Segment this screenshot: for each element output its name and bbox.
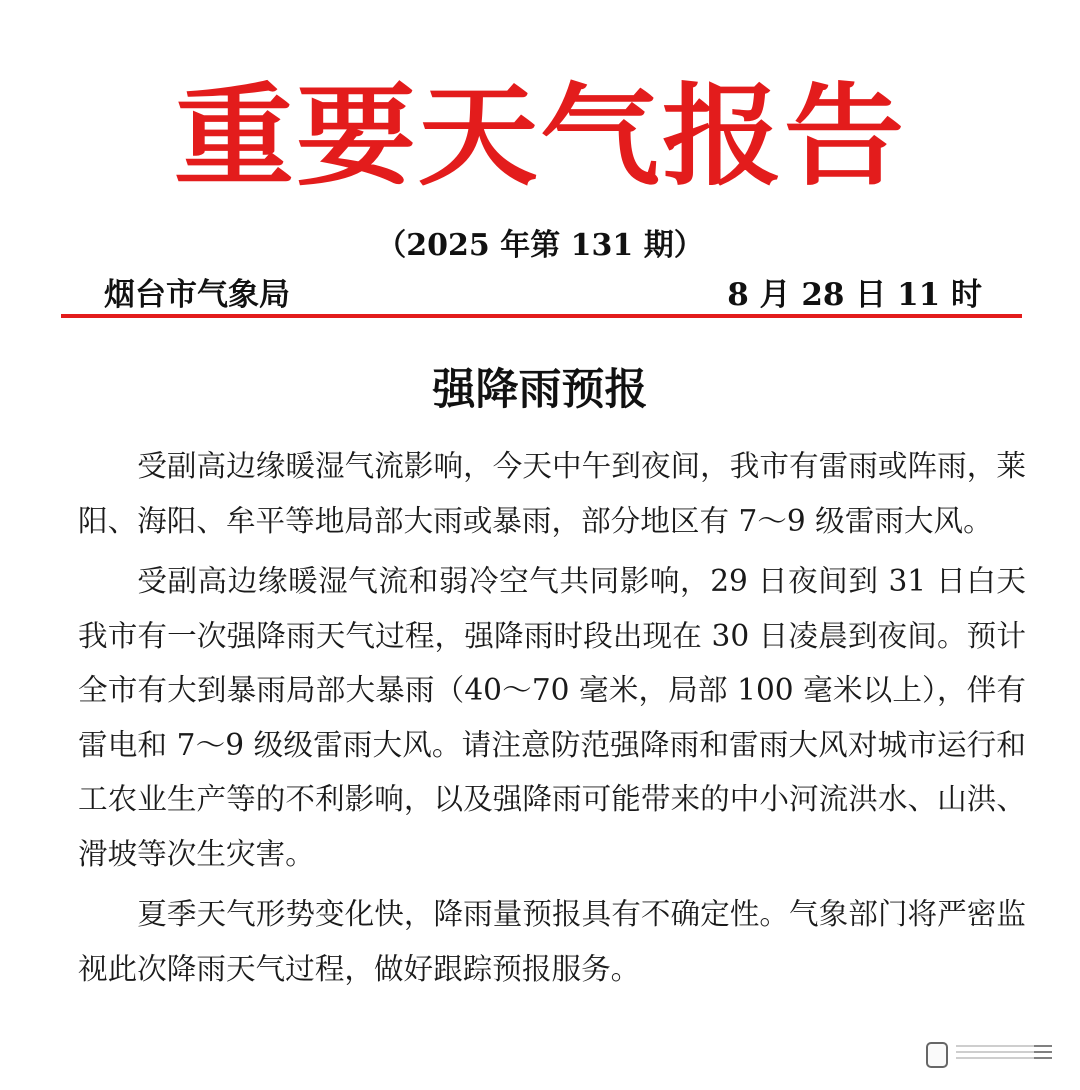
scroll-indicator-icon[interactable] bbox=[926, 1042, 1056, 1066]
paragraph-2: 受副高边缘暖湿气流和弱冷空气共同影响，29 日夜间到 31 日白天我市有一次强降雨天气过程，强降雨时段出现在 30 日凌晨到夜间。预计全市有大到暴雨局部大暴雨（40～70 毫米，局部 100 毫米以上），伴有雷电和 7～9 级级雷雨大风。请注意防范强降雨和雷雨大风对城市运行和工农业生产等的不利影响，以及强降雨可能带来的中小河流洪水、山洪、滑坡等次生灾害。 bbox=[78, 564, 1026, 871]
issuing-agency: 烟台市气象局 bbox=[104, 277, 290, 313]
issue-time: 8 月 28 日 11 时 bbox=[727, 277, 982, 313]
paragraph-3: 夏季天气形势变化快，降雨量预报具有不确定性。气象部门将严密监视此次降雨天气过程，做好跟踪预报服务。 bbox=[78, 897, 1026, 986]
document-title: 强降雨预报 bbox=[432, 365, 648, 415]
document-body bbox=[78, 439, 1026, 1002]
paragraph-1: 受副高边缘暖湿气流影响，今天中午到夜间，我市有雷雨或阵雨，莱阳、海阳、牟平等地局部大雨或暴雨，部分地区有 7～9 级雷雨大风。 bbox=[78, 449, 1026, 538]
header-divider bbox=[61, 314, 1022, 318]
masthead-title: 重要天气报告 bbox=[174, 71, 906, 202]
issue-number: （2025 年第 131 期） bbox=[376, 228, 704, 263]
scroll-thumb[interactable] bbox=[926, 1042, 948, 1068]
scroll-track-end bbox=[1034, 1045, 1052, 1063]
